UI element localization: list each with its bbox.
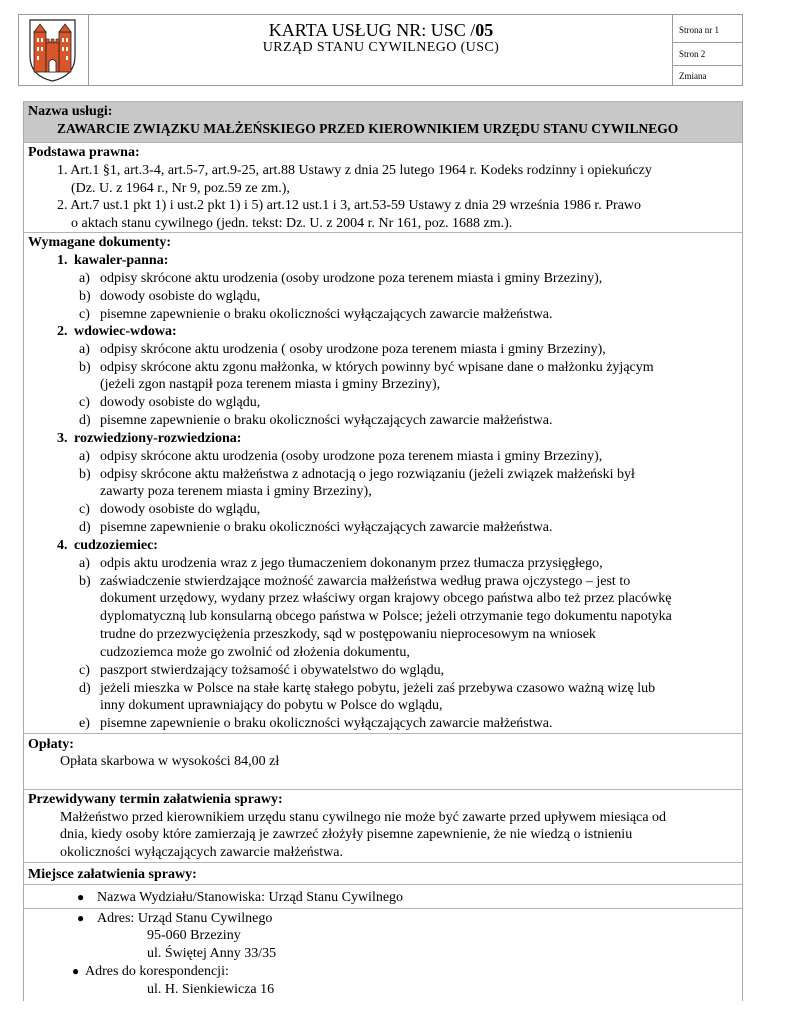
revision: Zmiana [679,71,707,81]
documents-label: Wymagane dokumenty: [28,235,171,250]
doc-item-text: odpisy skrócone aktu urodzenia (osoby urodzone poza terenem miasta i gminy Brzeziny), [100,271,603,286]
deadline-line: Małżeństwo przed kierownikiem urzędu stanu cywilnego nie może być zawarte przed upływem miesiąca od [60,810,667,825]
doc-item-text: dowody osobiste do wglądu, [100,289,261,304]
doc-item-text: odpisy skrócone aktu zgonu małżonka, w których powinny być wpisane dane o małżonku żyjącym [100,360,654,375]
place-address-line: 95-060 Brzeziny [147,928,241,943]
doc-item-text: paszport stwierdzający tożsamość i obywatelstwo do wglądu, [100,663,445,678]
page-number: Strona nr 1 [679,25,719,35]
service-label: Nazwa usługi: [28,104,113,119]
correspondence-label: Adres do korespondencji: [85,964,229,979]
doc-group-number: 3. [57,431,68,446]
doc-item-letter: d) [79,520,91,535]
doc-item-letter: a) [79,556,90,571]
doc-item-text: pisemne zapewnienie o braku okoliczności wyłączających zawarcie małżeństwa. [100,413,553,428]
legal-basis-label: Podstawa prawna: [28,145,140,160]
page-count: Stron 2 [679,49,706,59]
doc-item-text: odpisy skrócone aktu małżeństwa z adnotacją o jego rozwiązaniu (jeżeli związek małżeński był [100,467,635,482]
doc-item-letter: b) [79,360,91,375]
doc-item-letter: c) [79,307,90,322]
doc-item-letter: d) [79,681,91,696]
legal-basis-line: o aktach stanu cywilnego (jedn. tekst: Dz. U. z 2004 r. Nr 161, poz. 1688 zm.). [71,216,513,231]
doc-group-title: wdowiec-wdowa: [74,324,177,339]
doc-item-text: (jeżeli zgon nastąpił poza terenem miasta i gminy Brzeziny), [100,377,441,392]
doc-item-text: dowody osobiste do wglądu, [100,502,261,517]
doc-item-text: dokument urzędowy, wydany przez właściwy organ krajowy obcego państwa albo też przez placówkę [100,591,672,606]
doc-item-text: jeżeli mieszka w Polsce na stałe kartę stałego pobytu, jeżeli zaś przebywa czasowo ważną wizę lub [100,681,656,696]
bullet-icon: ● [77,911,85,925]
card-title: KARTA USŁUG NR: USC /05 [268,20,494,40]
deadline-line: okoliczności wyłączających zawarcie małżeństwa. [60,845,343,860]
place-address-label: Adres: Urząd Stanu Cywilnego [97,911,273,926]
place-label: Miejsce załatwienia sprawy: [28,867,197,882]
place-department: Nazwa Wydziału/Stanowiska: Urząd Stanu Cywilnego [97,890,404,905]
doc-item-letter: c) [79,502,90,517]
coat-of-arms-icon [18,14,87,84]
page-info-cell [672,14,743,86]
doc-group-title: kawaler-panna: [74,253,169,268]
doc-item-letter: e) [79,716,90,731]
doc-group-title: cudzoziemiec: [74,538,158,553]
doc-group-title: rozwiedziony-rozwiedziona: [74,431,242,446]
doc-item-letter: c) [79,395,90,410]
doc-item-text: odpisy skrócone aktu urodzenia (osoby urodzone poza terenem miasta i gminy Brzeziny), [100,449,603,464]
doc-item-letter: a) [79,342,90,357]
doc-group-number: 4. [57,538,68,553]
doc-item-text: odpis aktu urodzenia wraz z jego tłumaczeniem dokonanym przez tłumacza przysięgłego, [100,556,603,571]
place-address-line: ul. Świętej Anny 33/35 [147,946,277,961]
deadline-label: Przewidywany termin załatwienia sprawy: [28,792,283,807]
doc-item-text: zawarty poza terenem miasta i gminy Brzeziny), [100,484,372,499]
doc-item-text: dowody osobiste do wglądu, [100,395,261,410]
doc-item-letter: a) [79,271,90,286]
doc-item-letter: c) [79,663,90,678]
doc-item-letter: b) [79,467,91,482]
doc-item-text: inny dokument uprawniający do pobytu w Polsce do wglądu, [100,698,443,713]
fees-text: Opłata skarbowa w wysokości 84,00 zł [60,754,280,769]
deadline-line: dnia, kiedy osoby które zamierzają je zawrzeć złożyły pisemne zapewnienie, że nie wiedzą o istnieniu [60,827,633,842]
service-name: ZAWARCIE ZWIĄZKU MAŁŻEŃSKIEGO PRZED KIEROWNIKIEM URZĘDU STANU CYWILNEGO [57,121,679,136]
doc-item-text: pisemne zapewnienie o braku okoliczności wyłączających zawarcie małżeństwa. [100,520,553,535]
legal-basis-line: 2. Art.7 ust.1 pkt 1) i ust.2 pkt 1) i 5) art.12 ust.1 i 3, art.53-59 Ustawy z dnia 29 września 1986 r. Prawo [57,198,642,213]
fees-label: Opłaty: [28,737,74,752]
doc-item-letter: b) [79,289,91,304]
doc-item-text: trudne do przezwyciężenia przeszkody, sąd w postępowaniu nieprocesowym na wniosek [100,627,596,642]
legal-basis-line: 1. Art.1 §1, art.3-4, art.5-7, art.9-25, art.88 Ustawy z dnia 25 lutego 1964 r. Kodeks rodzinny i opiekuńczy [57,163,652,178]
doc-item-text: odpisy skrócone aktu urodzenia ( osoby urodzone poza terenem miasta i gminy Brzeziny), [100,342,606,357]
doc-item-text: dyplomatyczną lub konsularną obcego państwa w Polsce; jeżeli otrzymanie tego dokumentu napotyka [100,609,672,624]
doc-item-text: cudzoziemca może go zwolnić od złożenia dokumentu, [100,645,410,660]
legal-basis-line: (Dz. U. z 1964 r., Nr 9, poz.59 ze zm.), [71,181,290,196]
doc-item-text: pisemne zapewnienie o braku okoliczności wyłączających zawarcie małżeństwa. [100,307,553,322]
doc-group-number: 2. [57,324,68,339]
logo-cell [18,14,89,86]
doc-item-letter: d) [79,413,91,428]
doc-item-text: pisemne zapewnienie o braku okoliczności wyłączających zawarcie małżeństwa. [100,716,553,731]
doc-group-number: 1. [57,253,68,268]
card-subtitle: URZĄD STANU CYWILNEGO (USC) [262,40,500,55]
bullet-icon: ● [72,964,80,978]
doc-item-letter: b) [79,574,91,589]
doc-item-letter: a) [79,449,90,464]
doc-item-text: zaświadczenie stwierdzające możność zawarcia małżeństwa według prawa ojczystego – jest to [100,574,631,589]
correspondence-line: ul. H. Sienkiewicza 16 [147,982,275,997]
bullet-icon: ● [77,890,85,904]
